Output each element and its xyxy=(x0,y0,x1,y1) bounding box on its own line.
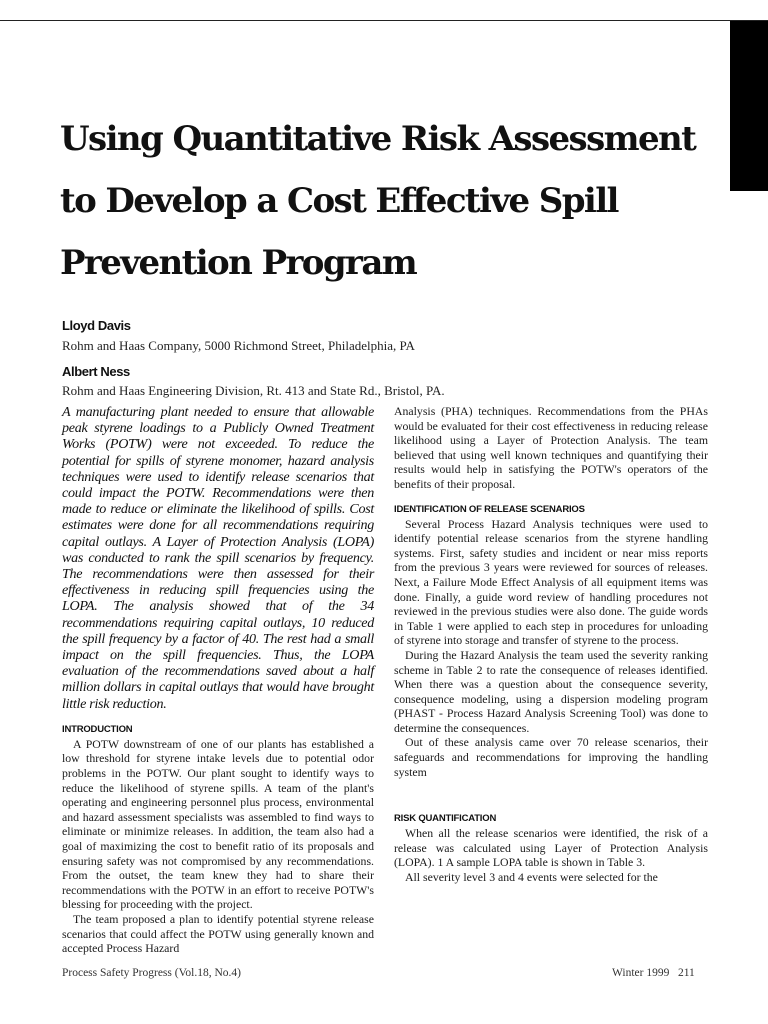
article-title: Using Quantitative Risk Assessment to Develop a Cost Effective Spill Prevention Program xyxy=(60,119,696,283)
heading-risk-quantification: RISK QUANTIFICATION xyxy=(394,813,497,825)
identification-paragraph-3: Out of these analysis came over 70 release scenarios, their safeguards and recommendations for improving the handling system xyxy=(394,735,708,779)
footer-page-number: 211 xyxy=(677,967,695,979)
author-name-1: Lloyd Davis xyxy=(62,318,131,333)
author-affiliation-1: Rohm and Haas Company, 5000 Richmond Street, Philadelphia, PA xyxy=(62,338,415,353)
footer-issue: Winter 1999 xyxy=(612,967,670,979)
identification-paragraph-1: Several Process Hazard Analysis techniques were used to identify potential release scenarios from the styrene handling systems. First, safety studies and incident or near miss reports from the previous 3 years were reviewed for sources of releases. Next, a Failure Mode Effect Analysis of all equipment items was done. Finally, a guide word review of handling procedures not reviewed in the previous studies were also done. The guide words in Table 1 were applied to each step in procedures for unloading of styrene into storage and transfer of styrene to the process. xyxy=(394,516,708,648)
risk-paragraph-2: All severity level 3 and 4 events were selected for the xyxy=(405,870,658,885)
author-affiliation-2: Rohm and Haas Engineering Division, Rt. 413 and State Rd., Bristol, PA. xyxy=(62,383,445,398)
top-rule xyxy=(0,20,768,21)
intro-paragraph-2: The team proposed a plan to identify potential styrene release scenarios that could affect the POTW using generally known and accepted Process Hazard xyxy=(62,911,374,956)
heading-introduction: INTRODUCTION xyxy=(62,723,133,735)
section-tab-marker xyxy=(730,21,768,191)
intro-paragraph-2-continued: Analysis (PHA) techniques. Recommendations from the PHAs would be evaluated for their cost effectiveness in reducing release likelihood using a Layer of Protection Analysis. The team believed that using well known techniques and quantifying their results would help in satisfying the POTW's operators of the benefits of their proposal. xyxy=(394,404,708,491)
risk-paragraph-1: When all the release scenarios were identified, the risk of a release was calculated using Layer of Protection Analysis (LOPA). 1 A sample LOPA table is shown in Table 3. xyxy=(394,826,708,870)
footer-issue-page xyxy=(612,967,695,979)
heading-identification: IDENTIFICATION OF RELEASE SCENARIOS xyxy=(394,503,585,515)
author-name-2: Albert Ness xyxy=(62,364,130,379)
footer-journal: Process Safety Progress (Vol.18, No.4) xyxy=(62,967,241,979)
identification-paragraph-2: During the Hazard Analysis the team used the severity ranking scheme in Table 2 to rate the consequence of releases identified. When there was a question about the consequence severity, consequence modeling, using a dispersion modeling program (PHAST - Process Hazard Analysis Screening Tool) was done to determine the consequences. xyxy=(394,647,708,735)
left-column xyxy=(62,404,374,956)
right-column xyxy=(394,404,708,885)
intro-paragraph-1: A POTW downstream of one of our plants has established a low threshold for styrene intake levels due to potential odor problems in the POTW. Our plant sought to identify ways to reduce the likelihood of styrene spills. A team of the plant's operating and engineering personnel plus process, environmental and hazard assessment specialists was assembled to find ways to eliminate or minimize releases. In addition, the team also had a goal of maximizing the cost to benefit ratio of its proposals and ensuring safety was not compromised by any recommendations. From the outset, the team knew they had to share their recommendations with the POTW in an effort to receive POTW's blessing for proceeding with the project. xyxy=(62,736,374,912)
abstract: A manufacturing plant needed to ensure that allowable peak styrene loadings to a Publicly Owned Treatment Works (POTW) were not exceeded. To reduce the potential for spills of styrene monomer, hazard analysis techniques were used to identify release scenarios that could impact the POTW. Recommendations were then made to reduce or eliminate the likelihood of spills. Cost estimates were done for all recommendations requiring capital outlays. A Layer of Protection Analysis (LOPA) was conducted to rank the spill scenarios by frequency. The recommendations were then assessed for their effectiveness in reducing spill frequencies using the LOPA. The analysis showed that of the 34 recommendations requiring capital outlays, 10 reduced the spill frequency by a factor of 40. The rest had a small impact on the spill frequencies. Thus, the LOPA evaluation of the recommendations saved about a half million dollars in capital outlays that would have brought little risk reduction. xyxy=(62,404,374,712)
